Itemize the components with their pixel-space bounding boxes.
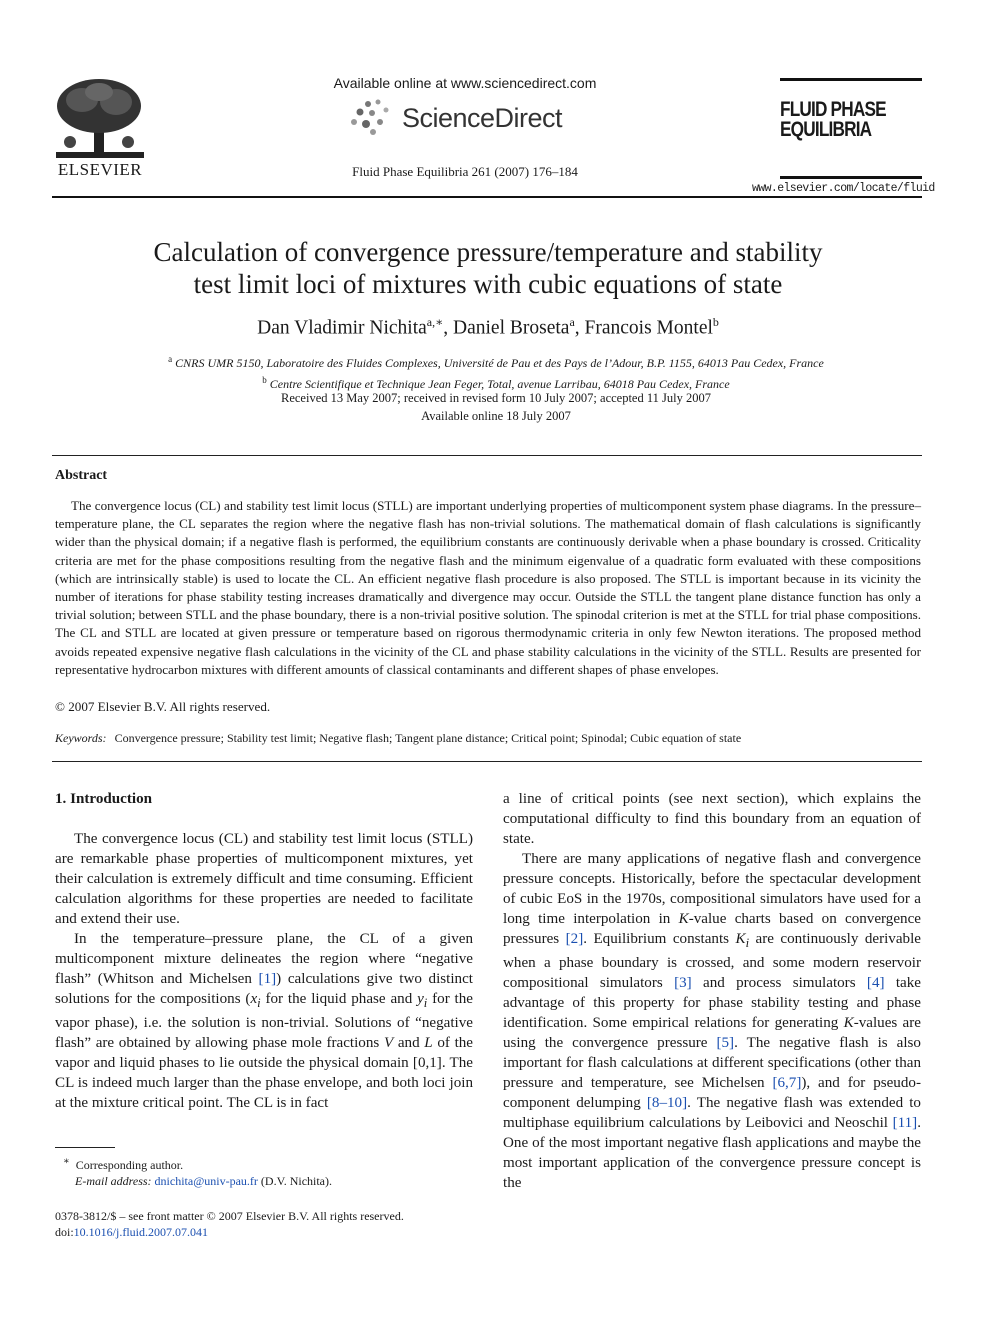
- received-dates: Received 13 May 2007; received in revised form 10 July 2007; accepted 11 July 2007: [281, 391, 711, 405]
- email-note: E-mail address: dnichita@univ-pau.fr (D.V. Nichita).: [75, 1174, 333, 1188]
- affil-text: CNRS UMR 5150, Laboratoire des Fluides Complexes, Université de Pau et des Pays de l’Adour, B.P. 1155, 64013 Pau Cedex, France: [175, 356, 824, 370]
- article-dates: [80, 389, 912, 425]
- citation-link[interactable]: [5]: [716, 1035, 735, 1052]
- journal-logo-bar-bottom: [780, 176, 922, 179]
- abstract-top-rule: [52, 455, 922, 456]
- title-line-2: test limit loci of mixtures with cubic equations of state: [193, 269, 783, 299]
- sciencedirect-brand: ScienceDirect: [402, 103, 563, 133]
- section-heading: 1. Introduction: [55, 791, 153, 807]
- keywords: [55, 731, 921, 746]
- keywords-label: Keywords:: [55, 731, 107, 745]
- article-title: [100, 236, 876, 300]
- journal-logo: [780, 100, 896, 140]
- affiliations: [80, 351, 912, 393]
- sciencedirect-dots-icon: [346, 98, 406, 136]
- paragraph: The convergence locus (CL) and stability test limit locus (STLL) are remarkable phase properties of multicomponent mixtures, yet their calculation is extremely difficult and time consuming. Efficient calculation algorithms for these properties are needed to facilitate and extend their use.: [55, 831, 473, 927]
- paragraph: There are many applications of negative flash and convergence pressure concepts. Historically, before the spectacular development of cubic EoS in the 1970s, compositional simulators have used for a long time interpolation in K-value charts based on convergence pressures [2]. Equilibrium constants $K_i$ are continuously derivable when a phase boundary is crossed, and some modern reservoir compositional simulators [3] and process simulators [4] take advantage of this property for phase stability testing and phase identification. Some empirical relations for generating K-values are using the convergence pressure [5]. The negative flash is also important for flash calculations at different specifications (other than pressure and temperature, see Michelsen [6,7]), and for pseudo-component delumping [8–10]. The negative flash was extended to multiphase equilibrium calculations by Leibovici and Neoschil [11]. One of the most important negative flash applications and maybe the most important application of the convergence pressure concept is the: [503, 851, 921, 1192]
- paragraph: a line of critical points (see next section), which explains the computational difficulty to find this boundary from an equation of state.: [503, 791, 921, 847]
- issn-line: 0378-3812/$ – see front matter © 2007 Elsevier B.V. All rights reserved.: [55, 1209, 404, 1223]
- author-affil-mark: b: [712, 315, 719, 329]
- citation-link[interactable]: [11]: [892, 1115, 918, 1132]
- available-online-text: Available online at www.sciencedirect.com: [333, 75, 597, 91]
- journal-logo-line2: EQUILIBRIA: [780, 118, 872, 141]
- author-affil-mark: a,∗: [426, 315, 444, 329]
- author-affil-mark: a: [569, 315, 575, 329]
- body-right-column: [503, 789, 921, 1193]
- abstract-copyright: © 2007 Elsevier B.V. All rights reserved.: [55, 699, 271, 714]
- paragraph: In the temperature–pressure plane, the CL of a given multicomponent mixture delineates the region where “negative flash” (Whitson and Michelsen [1]) calculations give two distinct solutions for the compositions ($x_i$ for the liquid phase and $y_i$ for the vapor phase), i.e. the solution is non-trivial. Solutions of “negative flash” are obtained by allowing phase mole fractions V and L of the vapor and liquid phases to lie outside the physical domain [0,1]. The CL is indeed much larger than the phase envelope, and both loci join at the mixture critical point. The CL is in fact: [55, 931, 474, 1112]
- citation-link[interactable]: [4]: [866, 975, 885, 992]
- footnote-rule: [55, 1147, 115, 1148]
- available-date: Available online 18 July 2007: [421, 409, 571, 423]
- journal-logo-line1: FLUID PHASE: [780, 98, 886, 121]
- abstract-text: The convergence locus (CL) and stability test limit locus (STLL) are important underlying properties of multicomponent system phase diagrams. In the pressure–temperature plane, the CL separates the region where the negative flash has non-trivial solutions. The mathematical domain of flash calculations is significantly wider than the physical domain; if a negative flash is performed, the equilibrium constants are continuously derivable when a phase boundary is crossed. Criticality criteria are met for the phase compositions resulting from the negative flash and the minimum eigenvalue of a quadratic form evaluated with these compositions (which are intrinsically stable) is used to locate the CL. An efficient negative flash procedure is also proposed. The STLL is important because in its vicinity the number of iterations for phase stability testing increases dramatically and divergence may occur. Outside the STLL the tangent plane distance function has only a trivial solution; between STLL and the phase boundary, there is a non-trivial positive solution. The spinodal criterion is met at the STLL for trial phase compositions. The CL and STLL are located at given pressure or temperature based on rigorous thermodynamic criteria in only few Newton iterations. The proposed method avoids repeated expensive negative flash calculations in the vicinity of the CL and phase stability calculations in the vicinity of the STLL. Results are presented for representative hydrocarbon mixtures with different amounts of classical contaminants and different shapes of phase envelopes.: [55, 498, 921, 677]
- journal-reference: Fluid Phase Equilibria 261 (2007) 176–184: [352, 164, 578, 179]
- keywords-text: Convergence pressure; Stability test limit; Negative flash; Tangent plane distance; Critical point; Spinodal; Cubic equation of state: [114, 731, 742, 745]
- author-name: Daniel Broseta: [453, 317, 570, 339]
- doi-link[interactable]: 10.1016/j.fluid.2007.07.041: [73, 1225, 209, 1239]
- author-list: Dan Vladimir Nichita$^{a,∗}$, Daniel Broseta$^a$, Francois Montel$^b$: [257, 315, 719, 339]
- doi-line: doi:10.1016/j.fluid.2007.07.041: [55, 1225, 209, 1239]
- citation-link[interactable]: [1]: [258, 971, 277, 987]
- abstract-heading: Abstract: [55, 468, 108, 483]
- body-left-column: [55, 789, 473, 1113]
- title-line-1: Calculation of convergence pressure/temperature and stability: [153, 237, 823, 267]
- citation-link[interactable]: [3]: [674, 975, 692, 992]
- affil-mark: a: [168, 354, 173, 364]
- footnotes: [55, 1154, 473, 1189]
- email-label: E-mail address:: [75, 1174, 152, 1188]
- affil-mark: b: [262, 375, 267, 385]
- author-name: Francois Montel: [584, 317, 713, 339]
- page-footer: [55, 1208, 555, 1240]
- affiliation-a: [80, 351, 912, 372]
- footnote-mark: ∗: [63, 1156, 70, 1167]
- affil-text: Centre Scientifique et Technique Jean Feger, Total, avenue Larribau, 64018 Pau Cedex, France: [269, 377, 730, 391]
- header-divider: [52, 196, 922, 198]
- journal-logo-bar-top: [780, 78, 922, 81]
- citation-link[interactable]: [6,7]: [772, 1075, 802, 1092]
- citation-link[interactable]: [8–10]: [646, 1095, 688, 1112]
- corresponding-author-note: ∗ Corresponding author.: [63, 1156, 184, 1172]
- journal-url[interactable]: www.elsevier.com/locate/fluid: [752, 182, 935, 195]
- author-name: Dan Vladimir Nichita: [257, 317, 427, 339]
- email-link[interactable]: dnichita@univ-pau.fr: [154, 1174, 258, 1188]
- citation-link[interactable]: [2]: [565, 931, 584, 947]
- abstract-bottom-rule: [52, 761, 922, 762]
- publisher-name: ELSEVIER: [57, 160, 143, 179]
